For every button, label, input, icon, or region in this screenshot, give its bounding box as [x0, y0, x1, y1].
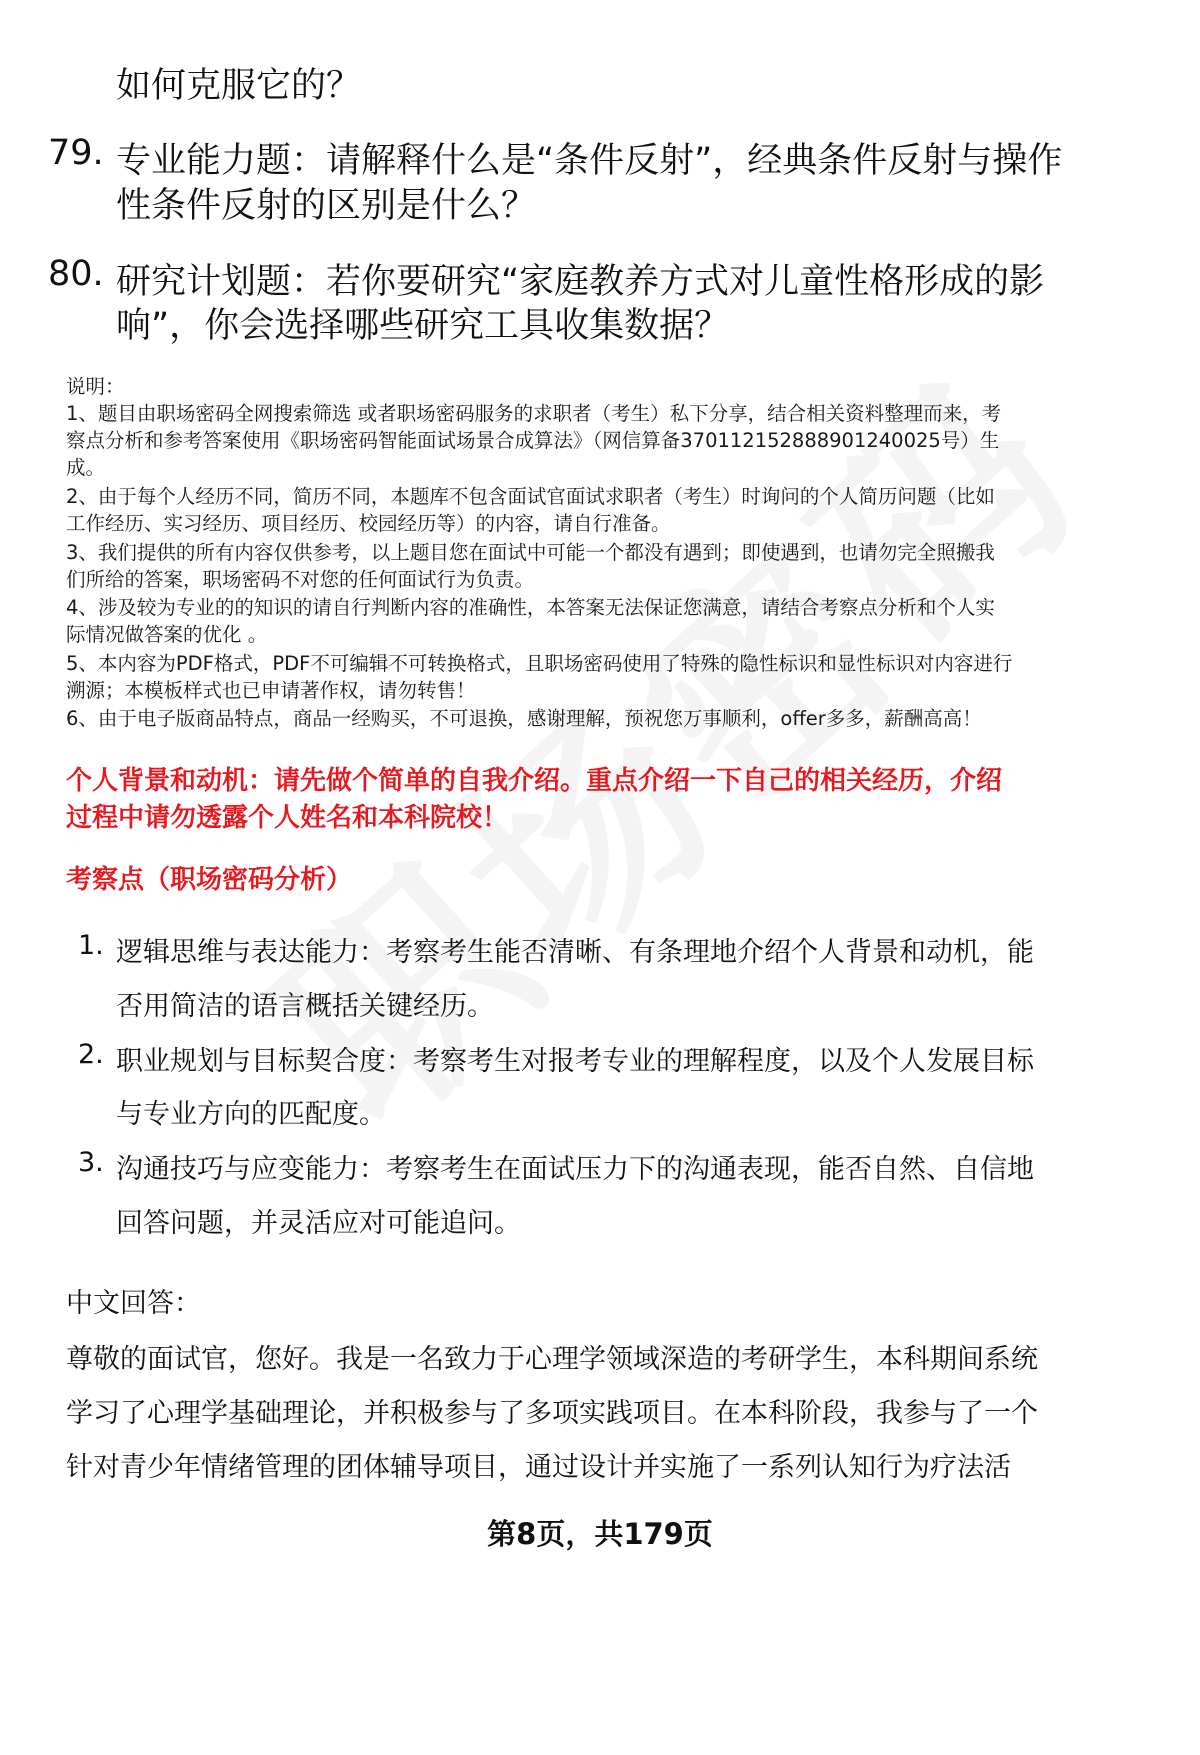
note-line: 5、本内容为PDF格式，PDF不可编辑不可转换格式，且职场密码使用了特殊的隐性标识和显性标识对内容进行: [66, 652, 1013, 675]
analysis-item-line: 否用简洁的语言概括关键经历。: [116, 991, 494, 1022]
question-line: 专业能力题：请解释什么是“条件反射”，经典条件反射与操作: [116, 141, 1063, 181]
analysis-item-line: 职业规划与目标契合度：考察考生对报考专业的理解程度，以及个人发展目标: [116, 1046, 1034, 1077]
analysis-item-line: 逻辑思维与表达能力：考察考生能否清晰、有条理地介绍个人背景和动机，能: [116, 937, 1034, 968]
current-question-line: 个人背景和动机：请先做个简单的自我介绍。重点介绍一下自己的相关经历，介绍: [66, 766, 1003, 796]
notes-title: 说明：: [66, 375, 125, 398]
analysis-item-line: 与专业方向的匹配度。: [116, 1099, 386, 1130]
note-line: 际情况做答案的优化 。: [66, 623, 268, 646]
question-number: 80.: [48, 254, 104, 294]
note-line: 工作经历、实习经历、项目经历、校园经历等）的内容，请自行准备。: [66, 512, 671, 535]
analysis-heading: 考察点（职场密码分析）: [66, 865, 353, 895]
answer-heading: 中文回答：: [66, 1288, 201, 1319]
question-line: 响”，你会选择哪些研究工具收集数据？: [116, 306, 730, 346]
current-question-line: 过程中请勿透露个人姓名和本科院校！: [66, 803, 509, 833]
note-line: 们所给的答案，职场密码不对您的任何面试行为负责。: [66, 568, 535, 591]
question-line: 研究计划题：若你要研究“家庭教养方式对儿童性格形成的影: [116, 262, 1045, 302]
note-line: 察点分析和参考答案使用《职场密码智能面试场景合成算法》（网信算备370112152888901240025号）生: [66, 429, 1000, 452]
note-line: 4、涉及较为专业的的知识的请自行判断内容的准确性，本答案无法保证您满意，请结合考察点分析和个人实: [66, 596, 995, 619]
note-line: 6、由于电子版商品特点，商品一经购买，不可退换，感谢理解，预祝您万事顺利，offer多多，薪酬高高！: [66, 707, 982, 730]
analysis-item-number: 3.: [78, 1147, 104, 1178]
note-line: 3、我们提供的所有内容仅供参考，以上题目您在面试中可能一个都没有遇到；即使遇到，也请勿完全照搬我: [66, 541, 995, 564]
answer-line: 学习了心理学基础理论，并积极参与了多项实践项目。在本科阶段，我参与了一个: [66, 1398, 1038, 1429]
question-line: 性条件反射的区别是什么？: [116, 186, 537, 226]
prev-question-tail: 如何克服它的？: [116, 66, 362, 106]
page-number: 第8页，共179页: [487, 1517, 713, 1551]
note-line: 成。: [66, 456, 106, 479]
note-line: 2、由于每个人经历不同，简历不同，本题库不包含面试官面试求职者（考生）时询问的个人简历问题（比如: [66, 485, 995, 508]
note-line: 1、题目由职场密码全网搜索筛选 或者职场密码服务的求职者（考生）私下分享，结合相关资料整理而来，考: [66, 402, 1002, 425]
analysis-item-line: 沟通技巧与应变能力：考察考生在面试压力下的沟通表现，能否自然、自信地: [116, 1154, 1034, 1185]
analysis-item-number: 1.: [78, 930, 104, 961]
note-line: 溯源；本模板样式也已申请著作权，请勿转售！: [66, 679, 476, 702]
answer-line: 针对青少年情绪管理的团体辅导项目，通过设计并实施了一系列认知行为疗法活: [66, 1452, 1011, 1483]
answer-line: 尊敬的面试官，您好。我是一名致力于心理学领域深造的考研学生，本科期间系统: [66, 1344, 1038, 1375]
analysis-item-line: 回答问题，并灵活应对可能追问。: [116, 1208, 521, 1239]
question-number: 79.: [48, 133, 104, 173]
analysis-item-number: 2.: [78, 1039, 104, 1070]
